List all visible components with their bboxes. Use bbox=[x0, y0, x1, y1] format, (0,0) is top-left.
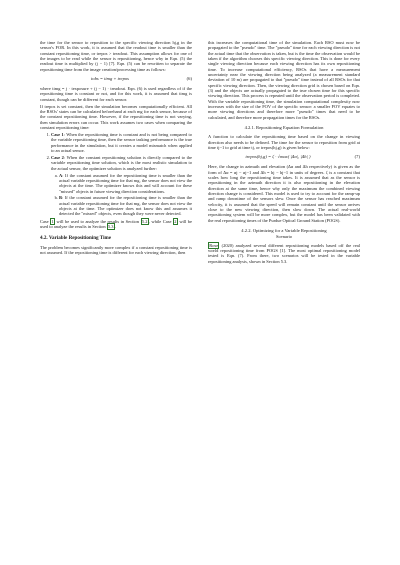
text-run: Case bbox=[40, 219, 51, 225]
paragraph: this increases the computational time of the simulation. Each RSO must now be propagated to the "pseudo" time. The "pseudo" time for each viewing direction is not the actual time that the observation is taken, but is the time the observation would be taken if the algorithm chooses this specific viewing direction. This is done for every single viewing direction because each viewing direction has its own repositioning time. To increase computational efficiency, RSOs that have a measurement uncertainty near the viewing direction being analyzed (a measurement standard deviation of 10 m) are propagated to that "pseudo" time instead of all RSOs for that specific viewing direction. Then, the viewing direction grid is chosen based on Eqn. (3) and the objects are actually propagated to the true chosen time for this specific viewing direction. This process is repeated until the observation period is completed. With the variable repositioning time, the simulation computational complexity now increases with the size of the FOV of the specific sensor: a smaller FOV equates to more viewing directions and therefore more "pseudo" times that need to be calculated, and therefore more propagation times for the RSOs. bbox=[208, 40, 360, 120]
case-text: : When the repositioning time is constant and is not being compared to the variable repositioning time, then the sensor tasking performance is the true performance in the simulation, but it creates a model mismatch when applied to an actual sensor. bbox=[51, 132, 192, 154]
text-run: will be used to analyze the results in Section bbox=[55, 219, 141, 225]
case-label: Case 1 bbox=[51, 132, 64, 137]
left-column bbox=[40, 40, 192, 257]
text-run: (2020) analyzed several different repositioning models based off the real world repositioning time from POGS [1]. The most optimal repositioning model tested is Eqn. (7). From there, two scenarios will be tested in the variable repositioning analysis, shown in Section 5.3. bbox=[208, 242, 360, 264]
equation-7 bbox=[208, 154, 360, 160]
case-text: : When the constant repositioning solution is directly compared to the variable repositioning time solution, which is the most realistic simulation to the actual sensor, the optimizer solution is analyzed further: bbox=[51, 154, 193, 171]
subcase-label: B bbox=[59, 195, 62, 201]
paragraph bbox=[208, 243, 360, 264]
subcase-label: A bbox=[59, 172, 63, 178]
text-run: , while Case bbox=[148, 219, 173, 225]
citation-rose-link[interactable]: Rose bbox=[209, 242, 219, 248]
equation-number: (7) bbox=[354, 154, 360, 160]
subsection-heading-line: Scenario bbox=[275, 233, 293, 239]
text-run: will be used to analyze the results in Section bbox=[40, 219, 192, 230]
case-1-item bbox=[51, 132, 192, 153]
paragraph: The problem becomes significantly more complex if a constant repositioning time is not assumed. If the repositioning time is different for each viewing direction, then bbox=[40, 244, 192, 256]
text-run: . bbox=[114, 224, 116, 230]
case-2a-item bbox=[59, 173, 192, 194]
case-2-sublist bbox=[51, 173, 192, 217]
paragraph: Here, the change in azimuth and elevation (Δα and Δh respectively) is given as the form of Δα = αj − αj−1 and Δh = hj − hj−1 in units of degrees. ζ is a constant that scales how long the repositioning time takes. It is assumed that as the sensor is repositioning in the azimuth direction it is also repositioning in the elevation direction at the same time, hence why only the maximum the combined viewing direction change is considered. This model is used to try to account for the ramp-up and ramp downtime of the sensors slew. Once the sensor has reached maximum velocity, it is assumed that the speed will remain constant until the sensor arrives close to the new viewing direction, then slow down. The actual real-world repositioning system will be more complex, but the model has been validated with the real repositioning times of the Purdue Optical Ground Station (POGS). bbox=[208, 164, 360, 223]
right-column bbox=[208, 40, 360, 266]
paragraph: where timg = j · texposure + (j − 1) · treadout. Eqn. (6) is used regardless of if the repositioning time is constant or not, and for this work, it is assumed that timg is constant, though can be different for each sensor. bbox=[40, 86, 192, 102]
paragraph: the time for the sensor to reposition to the specific viewing direction hj,g in the sensor's FOR. In this work, it is assumed that the readout time is smaller than the constant repositioning time, or trepos > treadout. This assumption allows for one of the images to be read while the sensor is repositioning, hence why in Eqn. (5) the readout time is multiplied by (j − 1) [7]. Eqn. (5) can be rewritten to separate the repositioning time from the image creation/processing time as follows: bbox=[40, 40, 192, 72]
case-label: Case 2 bbox=[51, 154, 64, 160]
subsection-heading-line: 4.2.2. Optimizing for a Variable Repositioning bbox=[241, 228, 327, 234]
equation-body: trepos(hj,g) = ζ · √max( |Δα|, |Δh| ) bbox=[245, 154, 311, 160]
case-1-link[interactable]: 1 bbox=[51, 219, 54, 225]
equation-6 bbox=[40, 76, 192, 82]
case-2-item bbox=[51, 155, 192, 217]
paragraph bbox=[40, 219, 192, 230]
subcase-text: : If the constant assumed for the repositioning time is smaller than the actual variable repositioning time for that mg, the sensor does not view the objects at the time. The optimizer knows this and will account for these "missed" objects in future viewing direction considerations. bbox=[59, 172, 192, 194]
subsection-heading bbox=[208, 228, 360, 239]
case-list bbox=[40, 132, 192, 217]
section-heading: 4.2. Variable Repositioning Time bbox=[40, 234, 111, 241]
equation-body: tobs = timg + trepos bbox=[91, 76, 129, 82]
section-5-3-link[interactable]: 5.3 bbox=[107, 224, 114, 230]
paragraph: A function to calculate the repositioning time based on the change in viewing direction also needs to be defined. The time for the sensor to reposition from grid at time tj−1 to grid at time tj, or trepos(hj,g) is given below: bbox=[208, 134, 360, 150]
equation-number: (6) bbox=[186, 76, 192, 82]
subcase-text: : If the constant assumed for the repositioning time is smaller than the actual variable repositioning time for that mg, the sensor does not view the objects at the time. The optimizer does not know this and assumes it detected the "missed" objects, even though they were never detected. bbox=[59, 195, 192, 217]
subsection-heading: 4.2.1. Repositioning Equation Formulation bbox=[244, 125, 324, 131]
paragraph: If trepos is set constant, then the simulation becomes computationally efficient. All the RSOs' states can be calculated beforehand at each mg for each sensor, because of the constant repositioning time. However, if the repositioning time is not varying, then simulation errors can occur. This work assumes two cases when comparing the constant repositioning time: bbox=[40, 103, 192, 131]
case-2-link[interactable]: 2 bbox=[174, 219, 177, 225]
section-5-2-link[interactable]: 5.2 bbox=[141, 219, 148, 225]
case-2b-item bbox=[59, 195, 192, 216]
